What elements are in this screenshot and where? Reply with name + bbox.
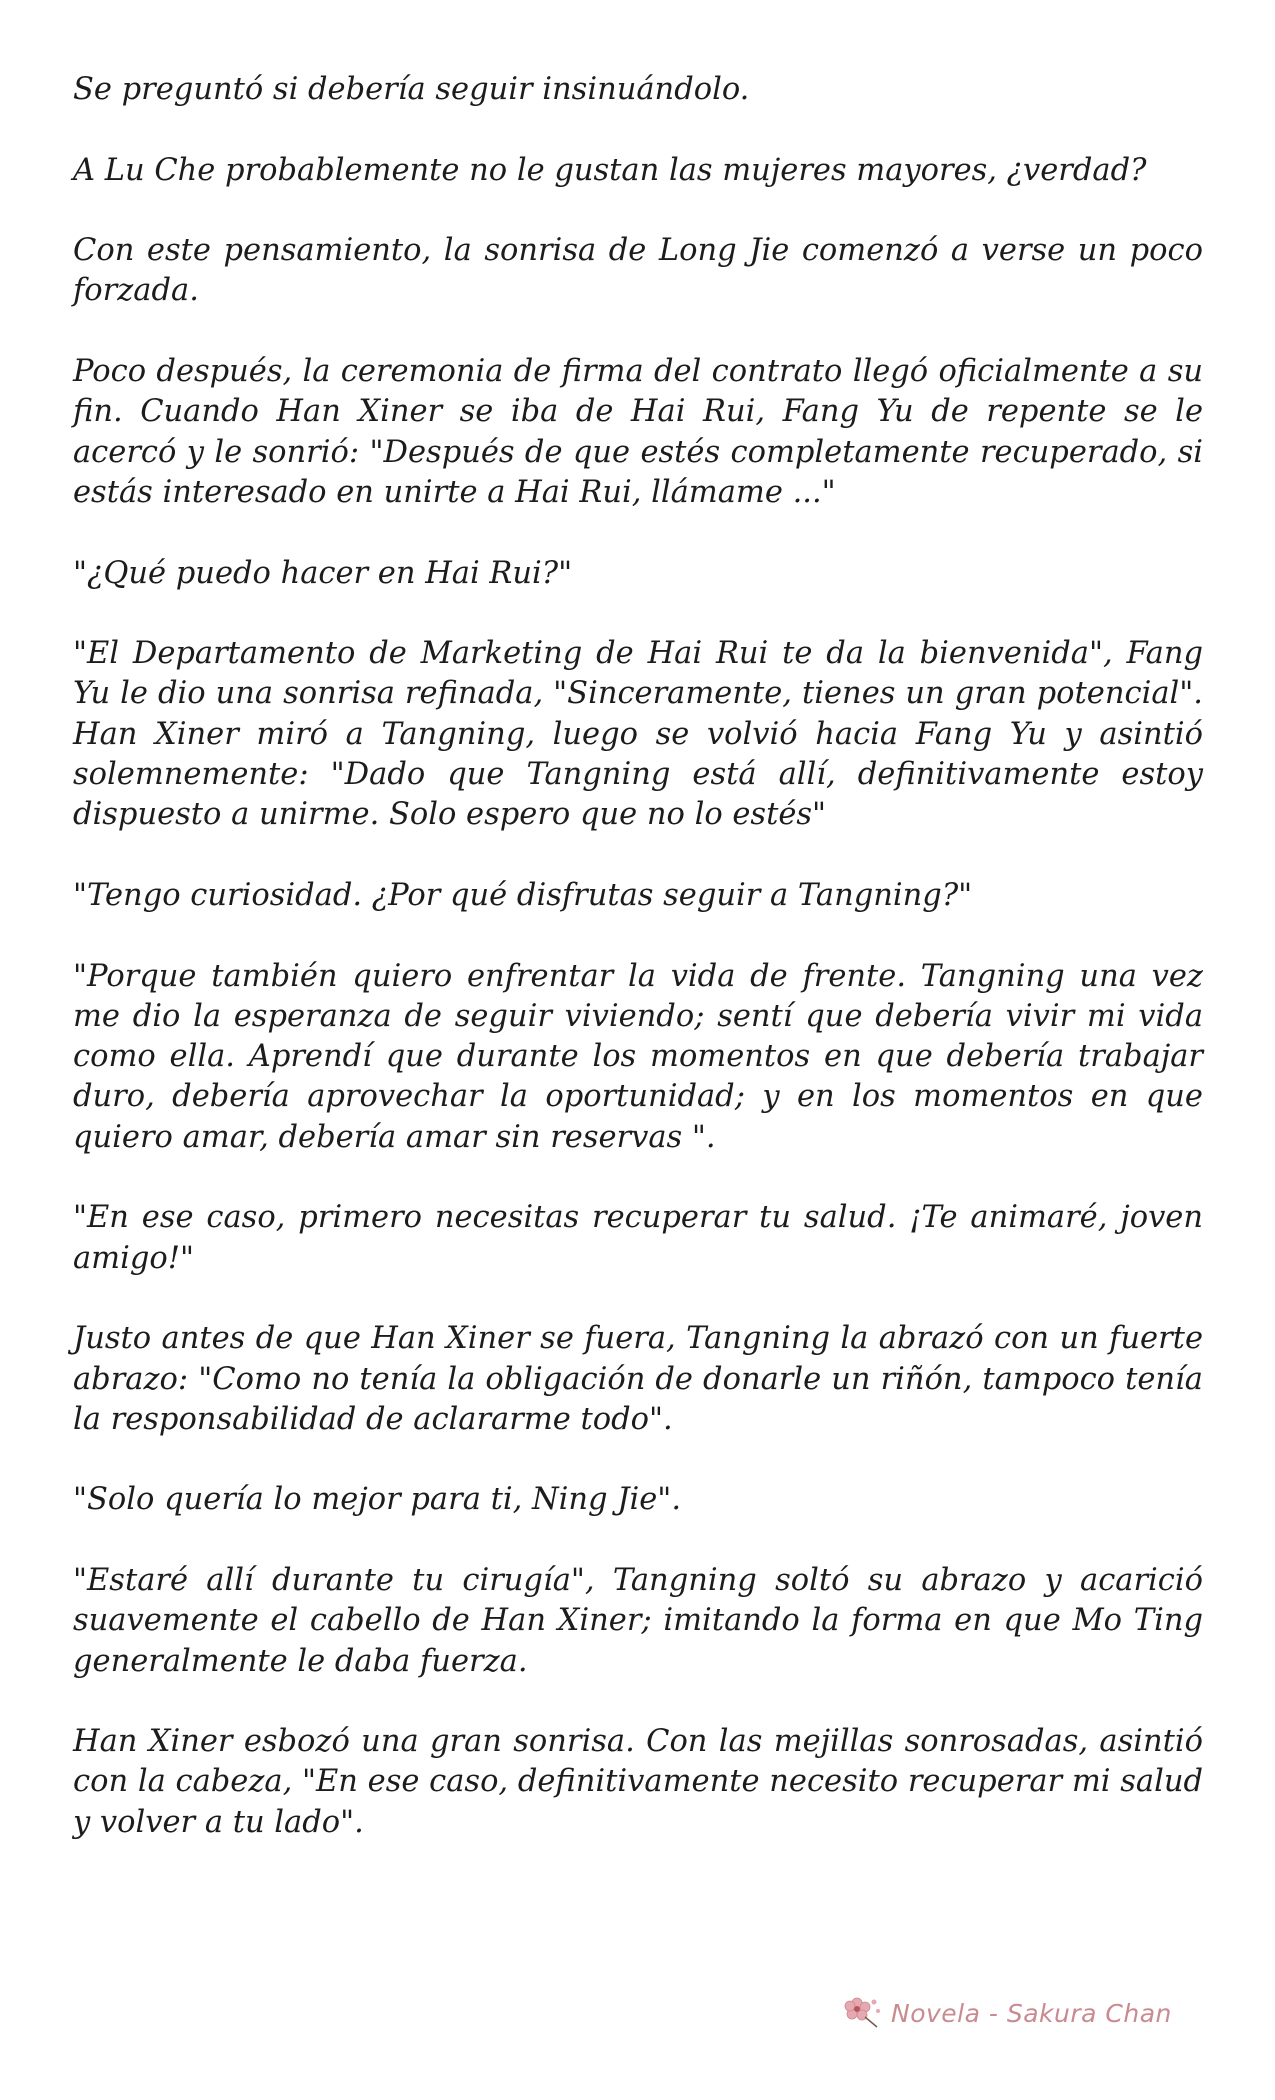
paragraph: "Estaré allí durante tu cirugía", Tangning soltó su abrazo y acarició suavemente el cabello de Han Xiner; imitando la forma en que Mo Ting generalmente le daba fuerza.	[73, 1562, 1203, 1679]
paragraph: Se preguntó si debería seguir insinuándolo.	[73, 72, 750, 107]
paragraph: A Lu Che probablemente no le gustan las mujeres mayores, ¿verdad?	[73, 152, 1147, 188]
paragraph: "¿Qué puedo hacer en Hai Rui?"	[73, 555, 573, 591]
paragraph: "Porque también quiero enfrentar la vida de frente. Tangning una vez me dio la esperanza de seguir viviendo; sentí que debería vivir mi vida como ella. Aprendí que durante los momentos en que debería trabajar duro, debería aprovechar la oportunidad; y en los momentos en que quiero amar, debería amar sin reservas ".	[73, 958, 1203, 1155]
watermark-text: Novela - Sakura Chan	[891, 1998, 1172, 2028]
paragraph: "El Departamento de Marketing de Hai Rui te da la bienvenida", Fang Yu le dio una sonrisa refinada, "Sinceramente, tienes un gran potencial". Han Xiner miró a Tangning, luego se volvió hacia Fang Yu y asintió solemnemente: "Dado que Tangning está allí, definitivamente estoy dispuesto a unirme. Solo espero que no lo estés"	[73, 636, 1203, 833]
paragraph: Justo antes de que Han Xiner se fuera, Tangning la abrazó con un fuerte abrazo: "Como no tenía la obligación de donarle un riñón, tampoco tenía la responsabilidad de aclararme todo".	[73, 1321, 1203, 1437]
story-text	[73, 70, 1203, 1843]
paragraph: Poco después, la ceremonia de firma del contrato llegó oficialmente a su fin. Cuando Han Xiner se iba de Hai Rui, Fang Yu de repente se le acercó y le sonrió: "Después de que estés completamente recuperado, si estás interesado en unirte a Hai Rui, llámame ..."	[73, 354, 1203, 510]
paragraph: Con este pensamiento, la sonrisa de Long Jie comenzó a verse un poco forzada.	[73, 233, 1203, 309]
watermark	[843, 1990, 1223, 2036]
paragraph: Han Xiner esbozó una gran sonrisa. Con las mejillas sonrosadas, asintió con la cabeza, "En ese caso, definitivamente necesito recuperar mi salud y volver a tu lado".	[73, 1724, 1203, 1840]
cherry-blossom-icon	[843, 1993, 883, 2033]
paragraph: "Solo quería lo mejor para ti, Ning Jie".	[73, 1482, 682, 1518]
paragraph: "Tengo curiosidad. ¿Por qué disfrutas seguir a Tangning?"	[73, 877, 973, 913]
paragraph: "En ese caso, primero necesitas recuperar tu salud. ¡Te animaré, joven amigo!"	[73, 1200, 1203, 1276]
